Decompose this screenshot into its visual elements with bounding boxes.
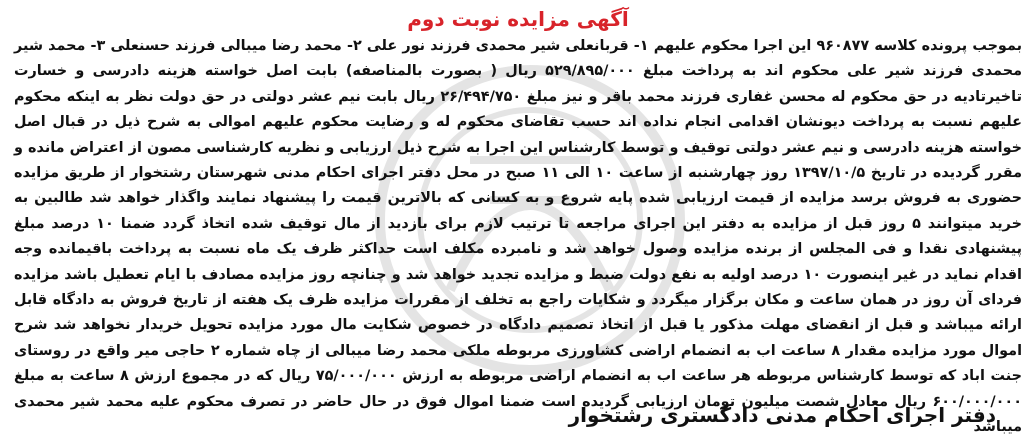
- notice-title: آگهی مزایده نوبت دوم: [407, 7, 629, 31]
- notice-footer-office: دفتر اجرای احکام مدنی دادگستری رشتخوار: [568, 403, 996, 427]
- notice-body: بموجب پرونده کلاسه ۹۶۰۸۷۷ این اجرا محکوم علیهم ۱- قربانعلی شیر محمدی فرزند نور علی ۲- محمد رضا میبالی فرزند حسنعلی ۳- محمد شیر محمدی فرزند شیر علی محکوم اند به پرداخت مبلغ ۵۲۹/۸۹۵/۰۰۰ ریال ( بصورت بالمناصفه) بابت اصل خواسته هزینه دادرسی و خسارت تاخیرتادیه در حق محکوم له محسن غفاری فرزند محمد باقر و نیز مبلغ ۲۶/۴۹۴/۷۵۰ ریال بابت نیم عشر دولتی در حق دولت نظر به اینکه محکوم علیهم نسبت به پرداخت دیونشان اقدامی انجام نداده اند حسب تقاضای محکوم له و رضایت محکوم علیهم اموالی به شرح ذیل در قبال اصل خواسته هزینه دادرسی و نیم عشر دولتی توقیف و توسط کارشناس این اجرا به شرح ذیل ارزیابی و نظریه کارشناسی مصون از اعتراض مانده و مقرر گردیده در تاریخ ۱۳۹۷/۱۰/۵ روز چهارشنبه از ساعت ۱۰ الی ۱۱ صبح در محل دفتر اجرای احکام مدنی شهرستان رشتخوار از طریق مزایده حضوری به فروش برسد مزایده از قیمت ارزیابی شده پایه شروع و به کسانی که بالاترین قیمت را پیشنهاد نمایند واگذار خواهد شد طالبین به خرید میتوانند ۵ روز قبل از مزایده به دفتر این اجرای مراجعه تا ترتیب لازم برای بازدید از مال توقیف شده اتخاذ گردد ضمنا ۱۰ درصد مبلغ پیشنهادی نقدا و فی المجلس از برنده مزایده وصول خواهد شد و نامبرده مکلف است حداکثر ظرف یک ماه نسبت به پرداخت باقیمانده وجه اقدام نماید در غیر اینصورت ۱۰ درصد اولیه به نفع دولت ضبط و مزایده تجدید خواهد شد و چنانچه روز مزایده مصادف با ایام تعطیل باشد مزایده فردای آن روز در همان ساعت و مکان برگزار میگردد و شکایات راجع به تخلف از مقررات مزایده ظرف یک هفته از تاریخ فروش به دادگاه قابل ارائه میباشد و قبل از انقضای مهلت مذکور یا قبل از اتخاذ تصمیم دادگاه در خصوص شکایت مال مورد مزایده تحویل خریدار نخواهد شد شرح اموال مورد مزایده مقدار ۸ ساعت اب به انضمام اراضی کشاورزی مربوطه ملکی محمد رضا میبالی از چاه شماره ۲ حاجی میر واقع در روستای جنت اباد که توسط کارشناس مربوطه هر ساعت اب به انضمام اراضی مربوطه به ارزش ۷۵/۰۰۰/۰۰۰ ریال که در مجموع ارزش ۸ ساعت به مبلغ ۶۰۰/۰۰۰/۰۰۰ ریال معادل شصت میلیون تومان ارزیابی گردیده است ضمنا اموال فوق در حال حاضر در تصرف محکوم علیه محمد شیر محمدی میباشد: [14, 38, 1023, 436]
